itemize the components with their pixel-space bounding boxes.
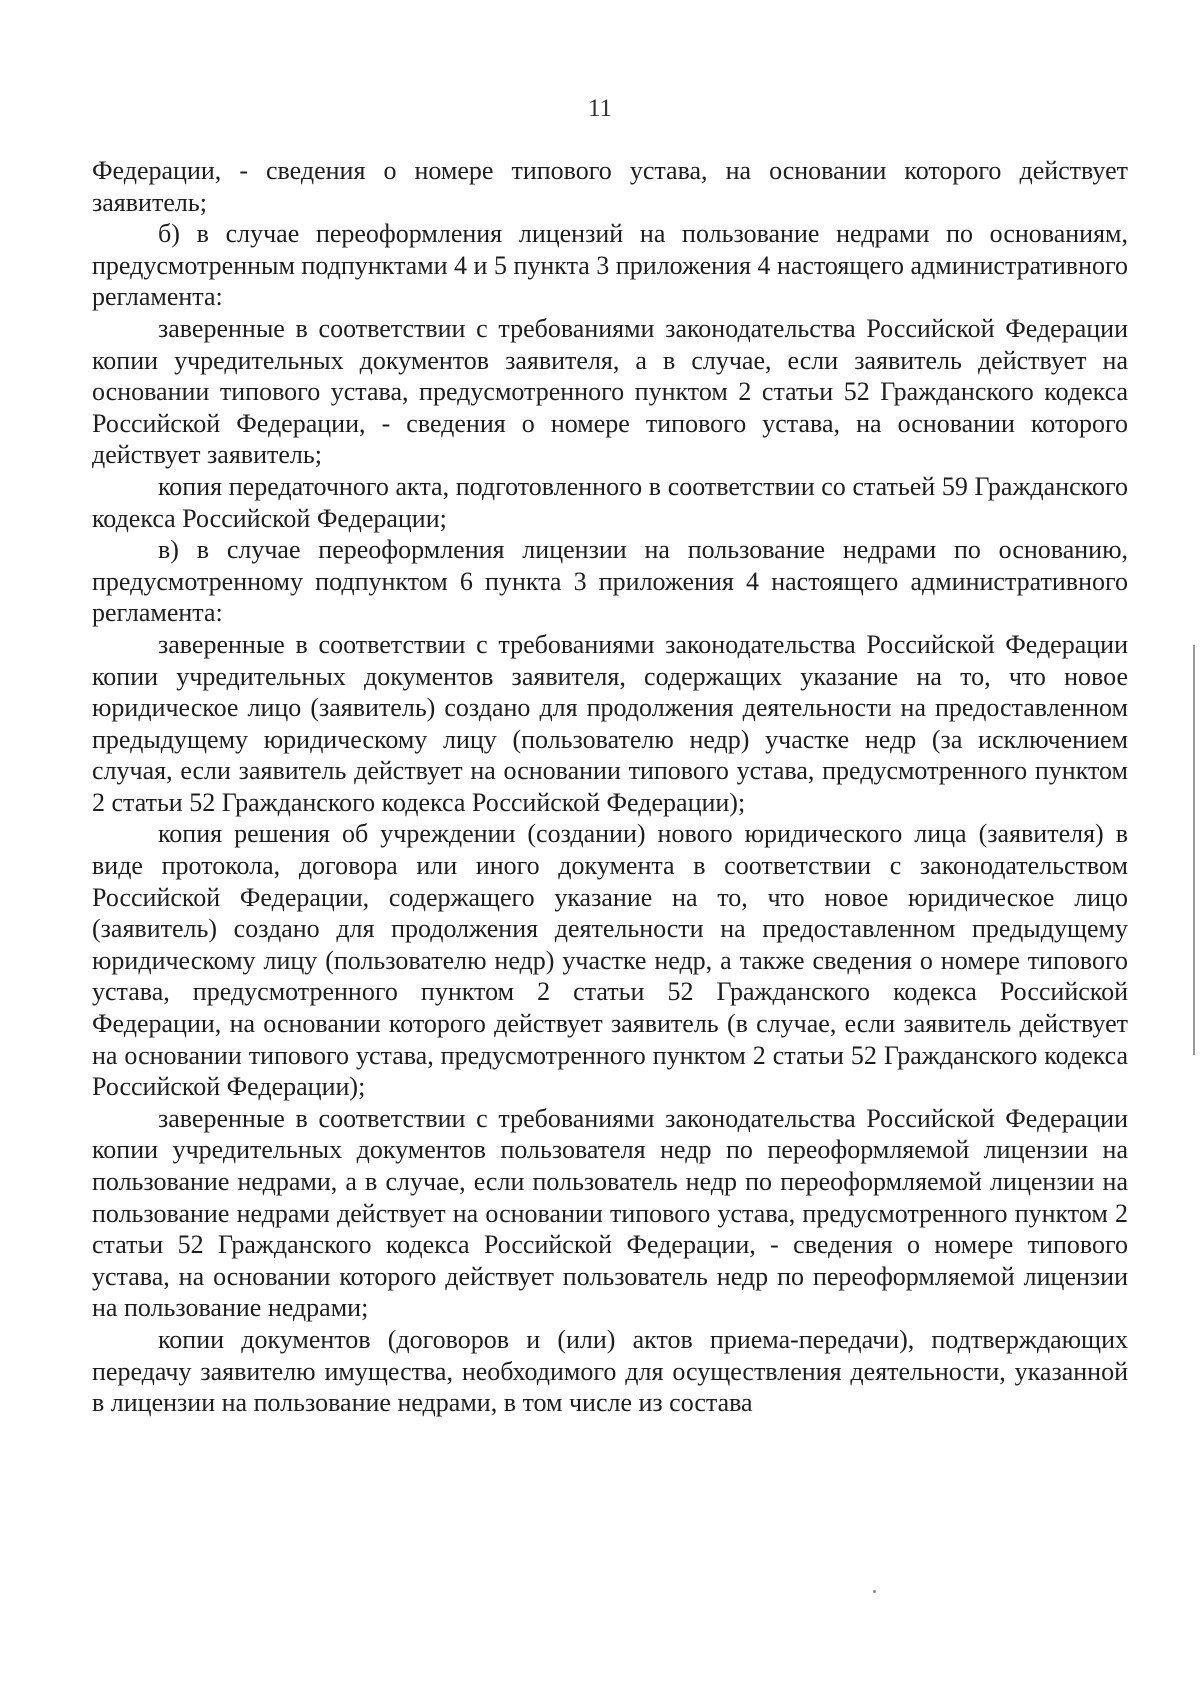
paragraph-property-transfer: копии документов (договоров и (или) актов приема-передачи), подтверждающих передачу заявителю имущества, необходимого для осуществления деятельности, указанной в лицензии на пользование недрами, в том числе из состава — [92, 1324, 1128, 1418]
paragraph-item-c: в) в случае переоформления лицензии на пользование недрами по основанию, предусмотренному подпунктом 6 пункта 3 приложения 4 настоящего административного регламента: — [92, 535, 1128, 628]
paragraph-certified-copies-b: заверенные в соответствии с требованиями законодательства Российской Федерации копии учредительных документов заявителя, а в случае, если заявитель действует на основании типового устава, предусмотренного пунктом 2 статьи 52 Гражданского кодекса Российской Федерации, - сведения о номере типового устава, на основании которого действует заявитель; — [92, 313, 1128, 470]
document-body — [92, 155, 1128, 1419]
scan-edge-line — [1193, 645, 1195, 1055]
paragraph-certified-copies-c: заверенные в соответствии с требованиями законодательства Российской Федерации копии учредительных документов заявителя, содержащих указание на то, что новое юридическое лицо (заявитель) создано для продолжения деятельности на предоставленном предыдущему юридическому лицу (пользователю недр) участке недр (за исключением случая, если заявитель действует на основании типового устава, предусмотренного пунктом 2 статьи 52 Гражданского кодекса Российской Федерации); — [92, 629, 1128, 817]
paragraph-founding-decision: копия решения об учреждении (создании) нового юридического лица (заявителя) в виде протокола, договора или иного документа в соответствии с законодательством Российской Федерации, содержащего указание на то, что новое юридическое лицо (заявитель) создано для продолжения деятельности на предоставленном предыдущему юридическому лицу (пользователю недр) участке недр, а также сведения о номере типового устава, предусмотренного пунктом 2 статьи 52 Гражданского кодекса Российской Федерации, на основании которого действует заявитель (в случае, если заявитель действует на основании типового устава, предусмотренного пунктом 2 статьи 52 Гражданского кодекса Российской Федерации); — [92, 819, 1128, 1102]
paragraph-user-documents: заверенные в соответствии с требованиями законодательства Российской Федерации копии учредительных документов пользователя недр по переоформляемой лицензии на пользование недрами, а в случае, если пользователь недр по переоформляемой лицензии на пользование недрами действует на основании типового устава, предусмотренного пунктом 2 статьи 52 Гражданского кодекса Российской Федерации, - сведения о номере типового устава, на основании которого действует пользователь недр по переоформляемой лицензии на пользование недрами; — [92, 1103, 1128, 1323]
paragraph-item-b: б) в случае переоформления лицензий на пользование недрами по основаниям, предусмотренным подпунктами 4 и 5 пункта 3 приложения 4 настоящего административного регламента: — [92, 219, 1129, 312]
scan-speck — [873, 1590, 876, 1593]
paragraph-transfer-act: копия передаточного акта, подготовленного в соответствии со статьей 59 Гражданского кодекса Российской Федерации; — [92, 471, 1128, 533]
paragraph-continuation: Федерации, - сведения о номере типового устава, на основании которого действует заявитель; — [92, 156, 1128, 217]
page-number: 11 — [587, 95, 613, 122]
